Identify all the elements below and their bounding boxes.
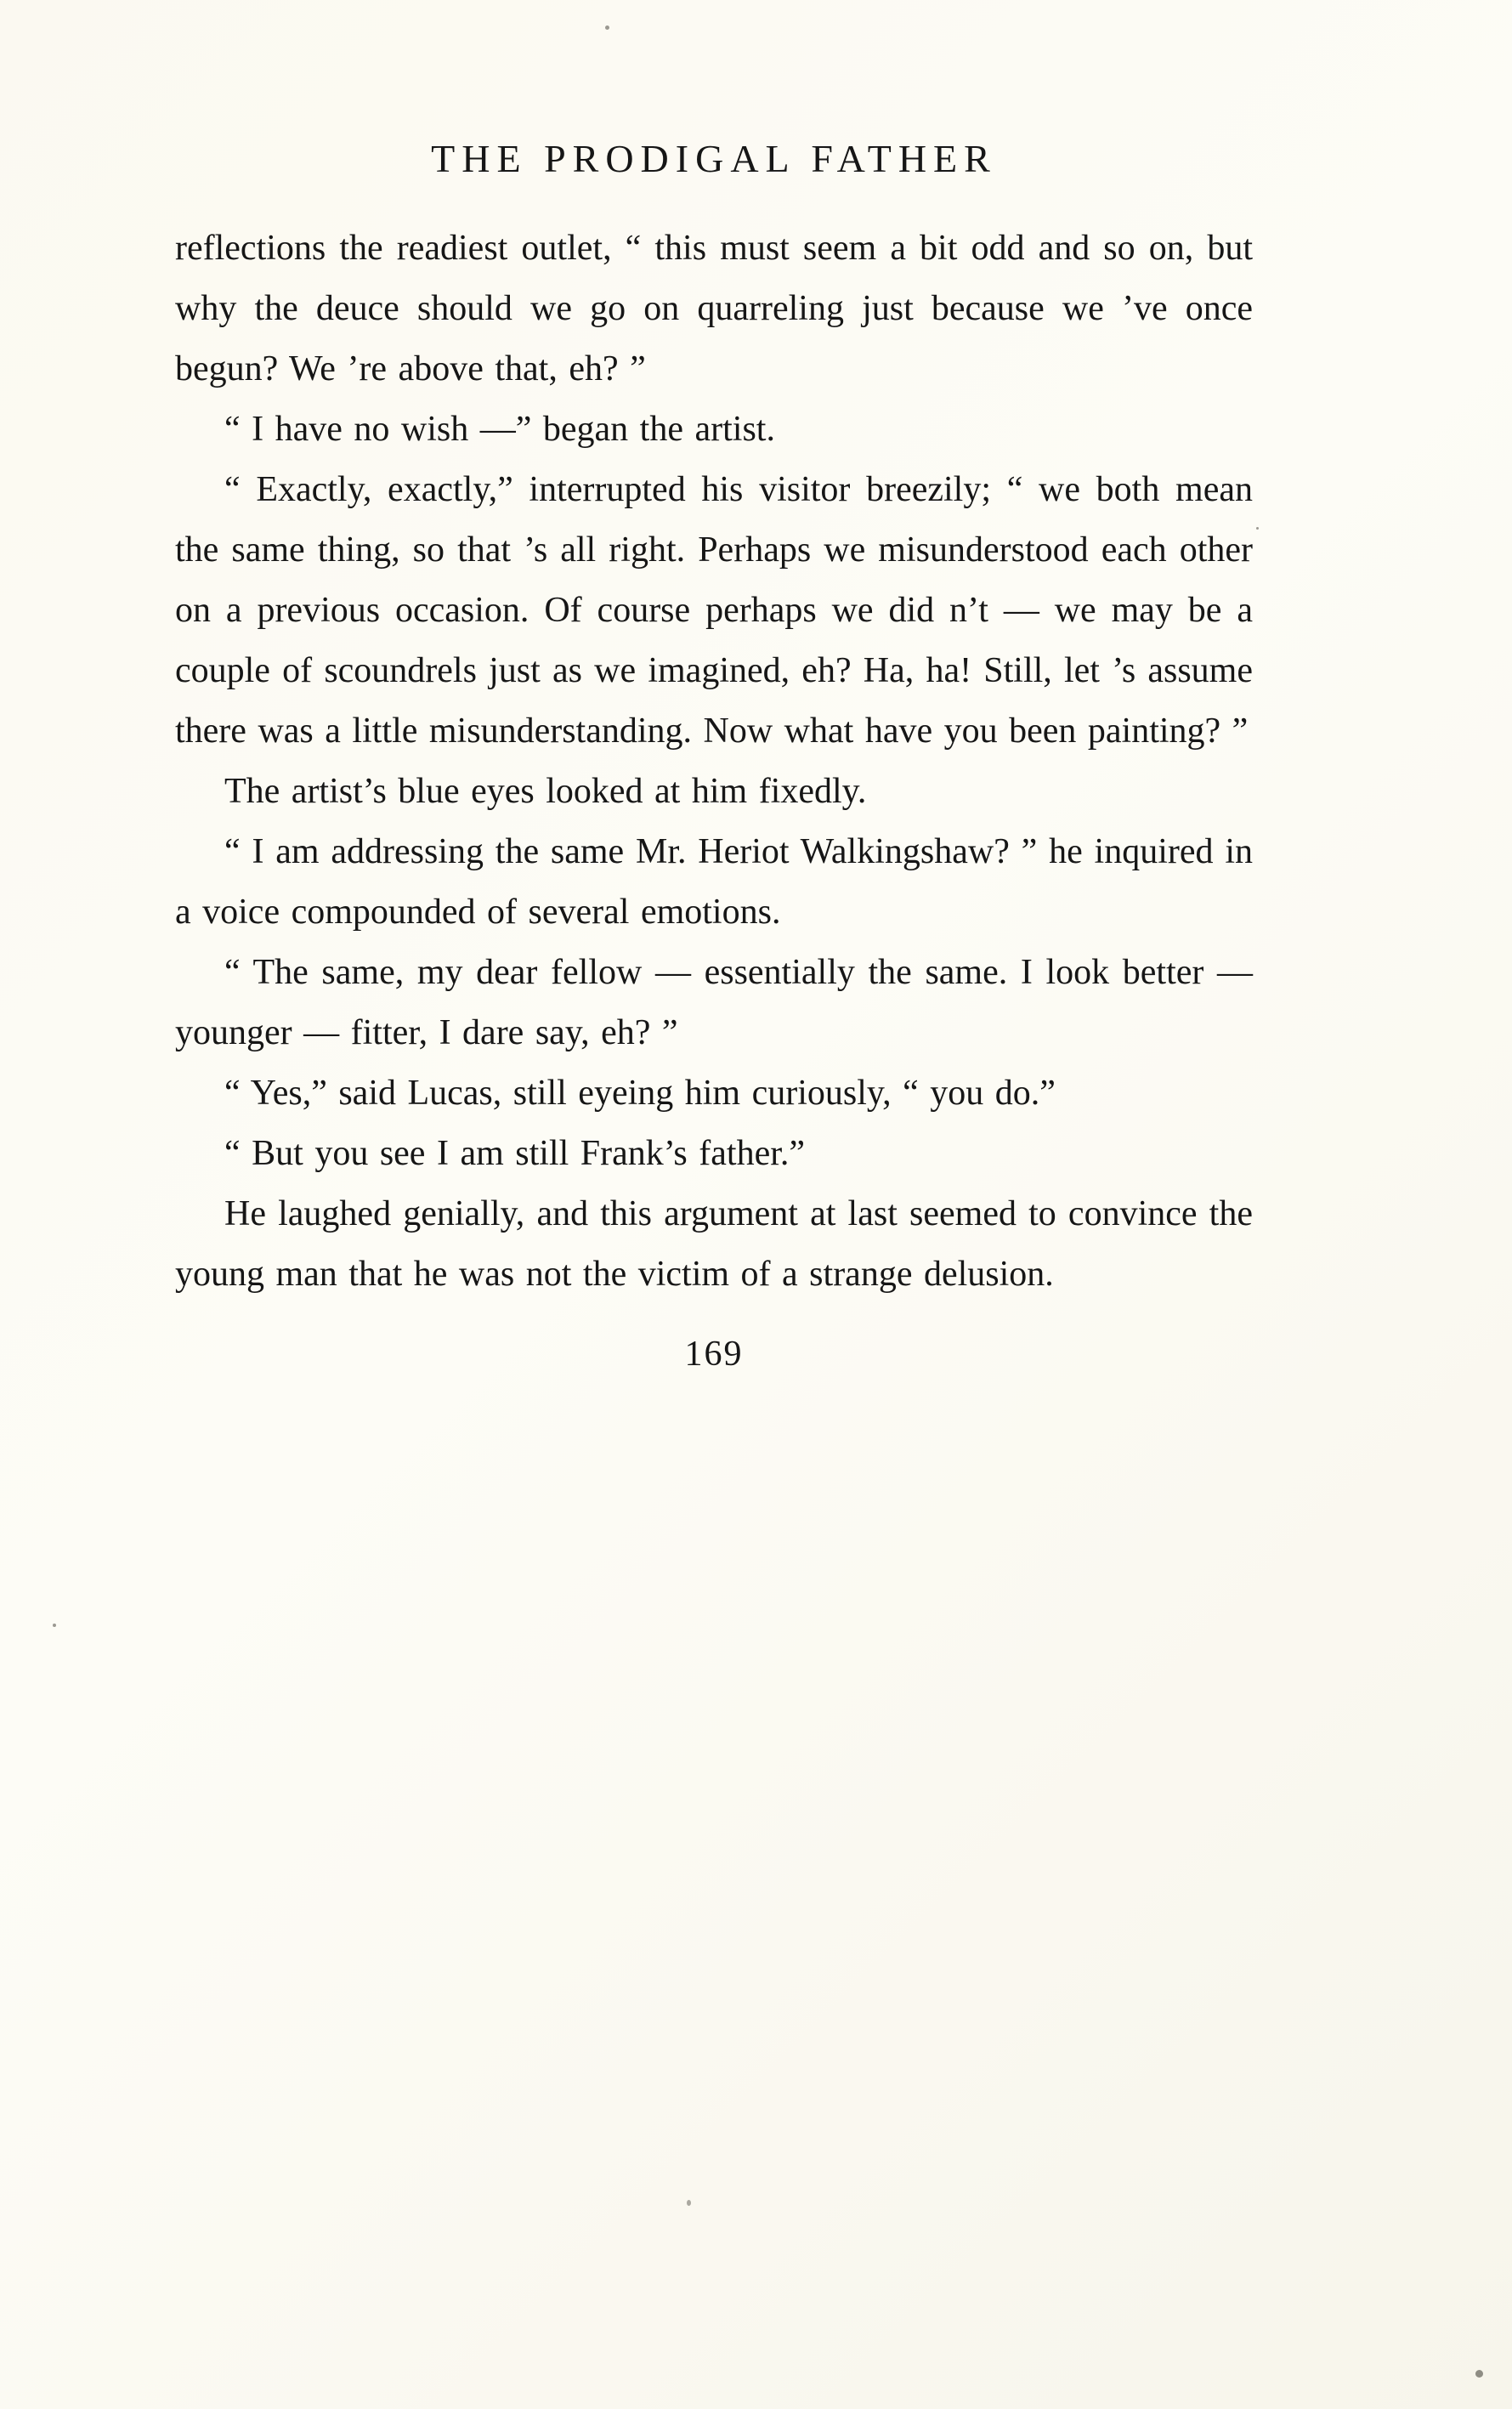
paragraph: “ I am addressing the same Mr. Heriot Walkingshaw? ” he inquired in a voice compounded of several emotions. (175, 832, 1253, 932)
paragraph: He laughed genially, and this argument at last seemed to convince the young man that he was not the victim of a strange delusion. (175, 1194, 1253, 1294)
paragraph: “ But you see I am still Frank’s father.” (224, 1134, 806, 1173)
paragraph: “ The same, my dear fellow — essentially the same. I look better — younger — fitter, I dare say, eh? ” (175, 953, 1253, 1052)
scan-artifact (53, 1624, 56, 1627)
paragraph: “ I have no wish —” began the artist. (224, 410, 775, 449)
paragraph: reflections the readiest outlet, “ this must seem a bit odd and so on, but why the deuce should we go on quarreling just because we ’ve once begun? We ’re above that, eh? ” (175, 229, 1253, 388)
scan-artifact (1256, 527, 1259, 530)
text-block (175, 136, 1253, 1375)
page-number: 169 (684, 1335, 744, 1374)
scan-artifact (605, 26, 609, 30)
scan-artifact (1475, 2370, 1483, 2378)
page-title: THE PRODIGAL FATHER (431, 137, 997, 180)
scan-artifact (687, 2200, 691, 2206)
paragraph: “ Yes,” said Lucas, still eyeing him curiously, “ you do.” (224, 1074, 1056, 1113)
page-text (175, 218, 1253, 1305)
paragraph: The artist’s blue eyes looked at him fixedly. (224, 772, 867, 811)
paragraph: “ Exactly, exactly,” interrupted his visitor breezily; “ we both mean the same thing, so that ’s all right. Perhaps we misunderstood each other on a previous occasion. Of course perhaps we did n’t — we may be a couple of scoundrels just as we imagined, eh? Ha, ha! Still, let ’s assume there was a little misunderstanding. Now what have you been painting? ” (175, 470, 1253, 751)
